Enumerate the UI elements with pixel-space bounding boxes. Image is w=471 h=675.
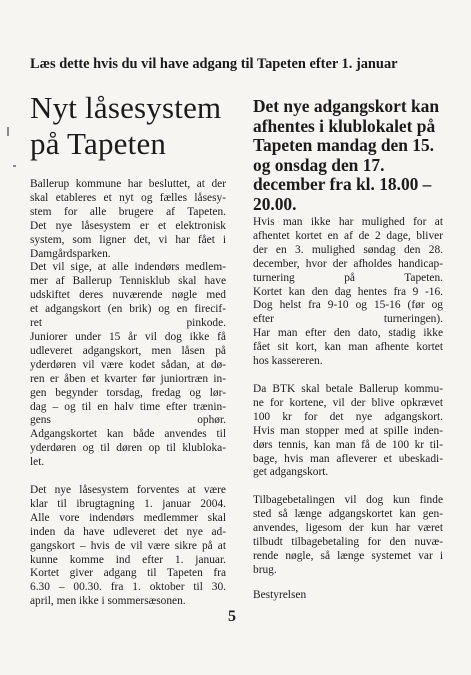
text-line: Tilbagebetalingen vil dog kun finde bbox=[253, 494, 443, 507]
text-line: ren er åben et kvarter før juniortræn in- bbox=[30, 372, 226, 385]
text-line: Har man efter den dato, stadig ikke bbox=[253, 327, 443, 340]
text-line: et adgangskort (en brik) og en firecif- bbox=[30, 303, 226, 316]
text-line: afhentet kortet en af de 2 dage, bliver bbox=[253, 229, 443, 242]
text-line: ne for kortene, vil der blive opkrævet bbox=[253, 396, 443, 409]
text-line: ret pinkode. bbox=[30, 317, 226, 330]
text-line: gen begynder torsdag, fredag og lør- bbox=[30, 386, 226, 399]
text-line: let. bbox=[30, 456, 45, 469]
text-line: system, som ligner det, vi har fået i bbox=[30, 233, 226, 246]
text-line: turnering på Tapeten. bbox=[253, 271, 443, 284]
text-line: december, hvor der afholdes handicap- bbox=[253, 257, 443, 270]
left-column bbox=[30, 90, 226, 609]
text-line: april, men ikke i sommersæsonen. bbox=[30, 595, 186, 608]
heading-line: Det nye adgangskort kan bbox=[253, 96, 440, 116]
text-line: Ballerup kommune har besluttet, at der bbox=[30, 178, 226, 190]
right-paragraph-2 bbox=[253, 383, 443, 480]
text-line: fået sit kort, kan man afhente kortet bbox=[253, 341, 443, 354]
left-paragraph-2 bbox=[30, 484, 226, 609]
margin-mark bbox=[13, 165, 16, 167]
margin-mark bbox=[7, 127, 9, 136]
text-line: mer af Ballerup Tennisklub skal have bbox=[30, 275, 226, 288]
text-line: skal etableres et nyt og fælles låsesy- bbox=[30, 191, 226, 204]
text-line: Dog helst fra 9-10 og 15-16 (før og bbox=[253, 299, 443, 312]
heading-line: 20.00. bbox=[253, 193, 297, 214]
text-line: gens ophør. bbox=[30, 414, 226, 427]
right-paragraph-1 bbox=[253, 216, 443, 369]
heading-line: Tapeten mandag den 15. bbox=[253, 135, 435, 155]
text-line: kunne komme ind efter 1. januar. bbox=[30, 553, 226, 566]
text-line: Adgangskortet kan både anvendes til bbox=[30, 428, 226, 441]
text-line: inden da have udleveret det nye ad- bbox=[30, 525, 226, 538]
text-line: Kortet giver adgang til Tapeten fra bbox=[30, 567, 226, 580]
text-line: yderdøren og til døren op til klubloka- bbox=[30, 442, 226, 455]
text-line: hos kassereren. bbox=[253, 355, 323, 368]
left-paragraph-1 bbox=[30, 178, 226, 470]
text-line: bage, hvis man afleverer et ubeskadi- bbox=[253, 452, 443, 465]
pickup-heading bbox=[253, 97, 443, 214]
text-line: Juniorer under 15 år vil dog ikke få bbox=[30, 330, 226, 343]
signature bbox=[253, 589, 443, 603]
right-column bbox=[253, 97, 443, 603]
text-line: efter turneringen). bbox=[253, 313, 443, 326]
text-line: yderdøren vil være kodet sådan, at dø- bbox=[30, 358, 226, 371]
text-line: get adgangskort. bbox=[253, 466, 329, 479]
text-line: Alle vore indendørs medlemmer skal bbox=[30, 511, 226, 524]
text-line: Da BTK skal betale Ballerup kommu- bbox=[253, 382, 443, 395]
text-line: Hvis man stopper med at spille inden- bbox=[253, 424, 443, 437]
text-line: Hvis man ikke har mulighed for at bbox=[253, 216, 443, 228]
text-line: rende nøgle, så længe systemet var i bbox=[253, 549, 443, 562]
text-line: klar til ibrugtagning 1. januar 2004. bbox=[30, 497, 226, 510]
top-heading: Læs dette hvis du vil have adgang til Tapeten efter 1. januar bbox=[30, 56, 398, 72]
text-line: Kortet kan den dag hentes fra 9 -16. bbox=[253, 285, 443, 298]
text-line: dørs tennis, kan man få de 100 kr til- bbox=[253, 438, 443, 451]
text-line: dag – og til en halv time efter trænin- bbox=[30, 400, 226, 413]
text-line: stem for alle brugere af Tapeten. bbox=[30, 205, 226, 218]
text-line: 100 kr for det nye adgangskort. bbox=[253, 410, 443, 423]
signature-text: Bestyrelsen bbox=[253, 588, 307, 601]
title-line: Nyt låsesystem bbox=[30, 90, 222, 125]
text-line: Det nye låsesystem forventes at være bbox=[30, 484, 226, 497]
right-paragraph-3 bbox=[253, 494, 443, 577]
text-line: sted så længe adgangskortet kan gen- bbox=[253, 508, 443, 521]
text-line: anvendes, ligesom der kun har været bbox=[253, 522, 443, 535]
text-line: Det nye låsesystem er et elektronisk bbox=[30, 219, 226, 232]
text-line: udleveret adgangskort, men låsen på bbox=[30, 344, 226, 357]
text-line: 6.30 – 00.30. fra 1. oktober til 30. bbox=[30, 581, 226, 594]
text-line: brug. bbox=[253, 563, 277, 576]
text-line: Det vil sige, at alle indendørs medlem- bbox=[30, 261, 226, 274]
heading-line: og onsdag den 17. bbox=[253, 154, 385, 175]
heading-line: december fra kl. 18.00 – bbox=[253, 174, 432, 194]
text-line: der en 3. mulighed søndag den 28. bbox=[253, 243, 443, 256]
text-line: tilbudt tilbagebetaling for den nuvæ- bbox=[253, 536, 443, 549]
title-line: på Tapeten bbox=[30, 126, 167, 161]
text-line: Damgårdsparken. bbox=[30, 247, 111, 260]
article-title bbox=[30, 90, 226, 162]
heading-line: afhentes i klublokalet på bbox=[253, 115, 436, 136]
text-line: gangskort – hvis de vil være sikre på at bbox=[30, 539, 226, 552]
page-number: 5 bbox=[228, 608, 236, 625]
text-line: udskiftet deres nuværende nøgle med bbox=[30, 289, 226, 302]
